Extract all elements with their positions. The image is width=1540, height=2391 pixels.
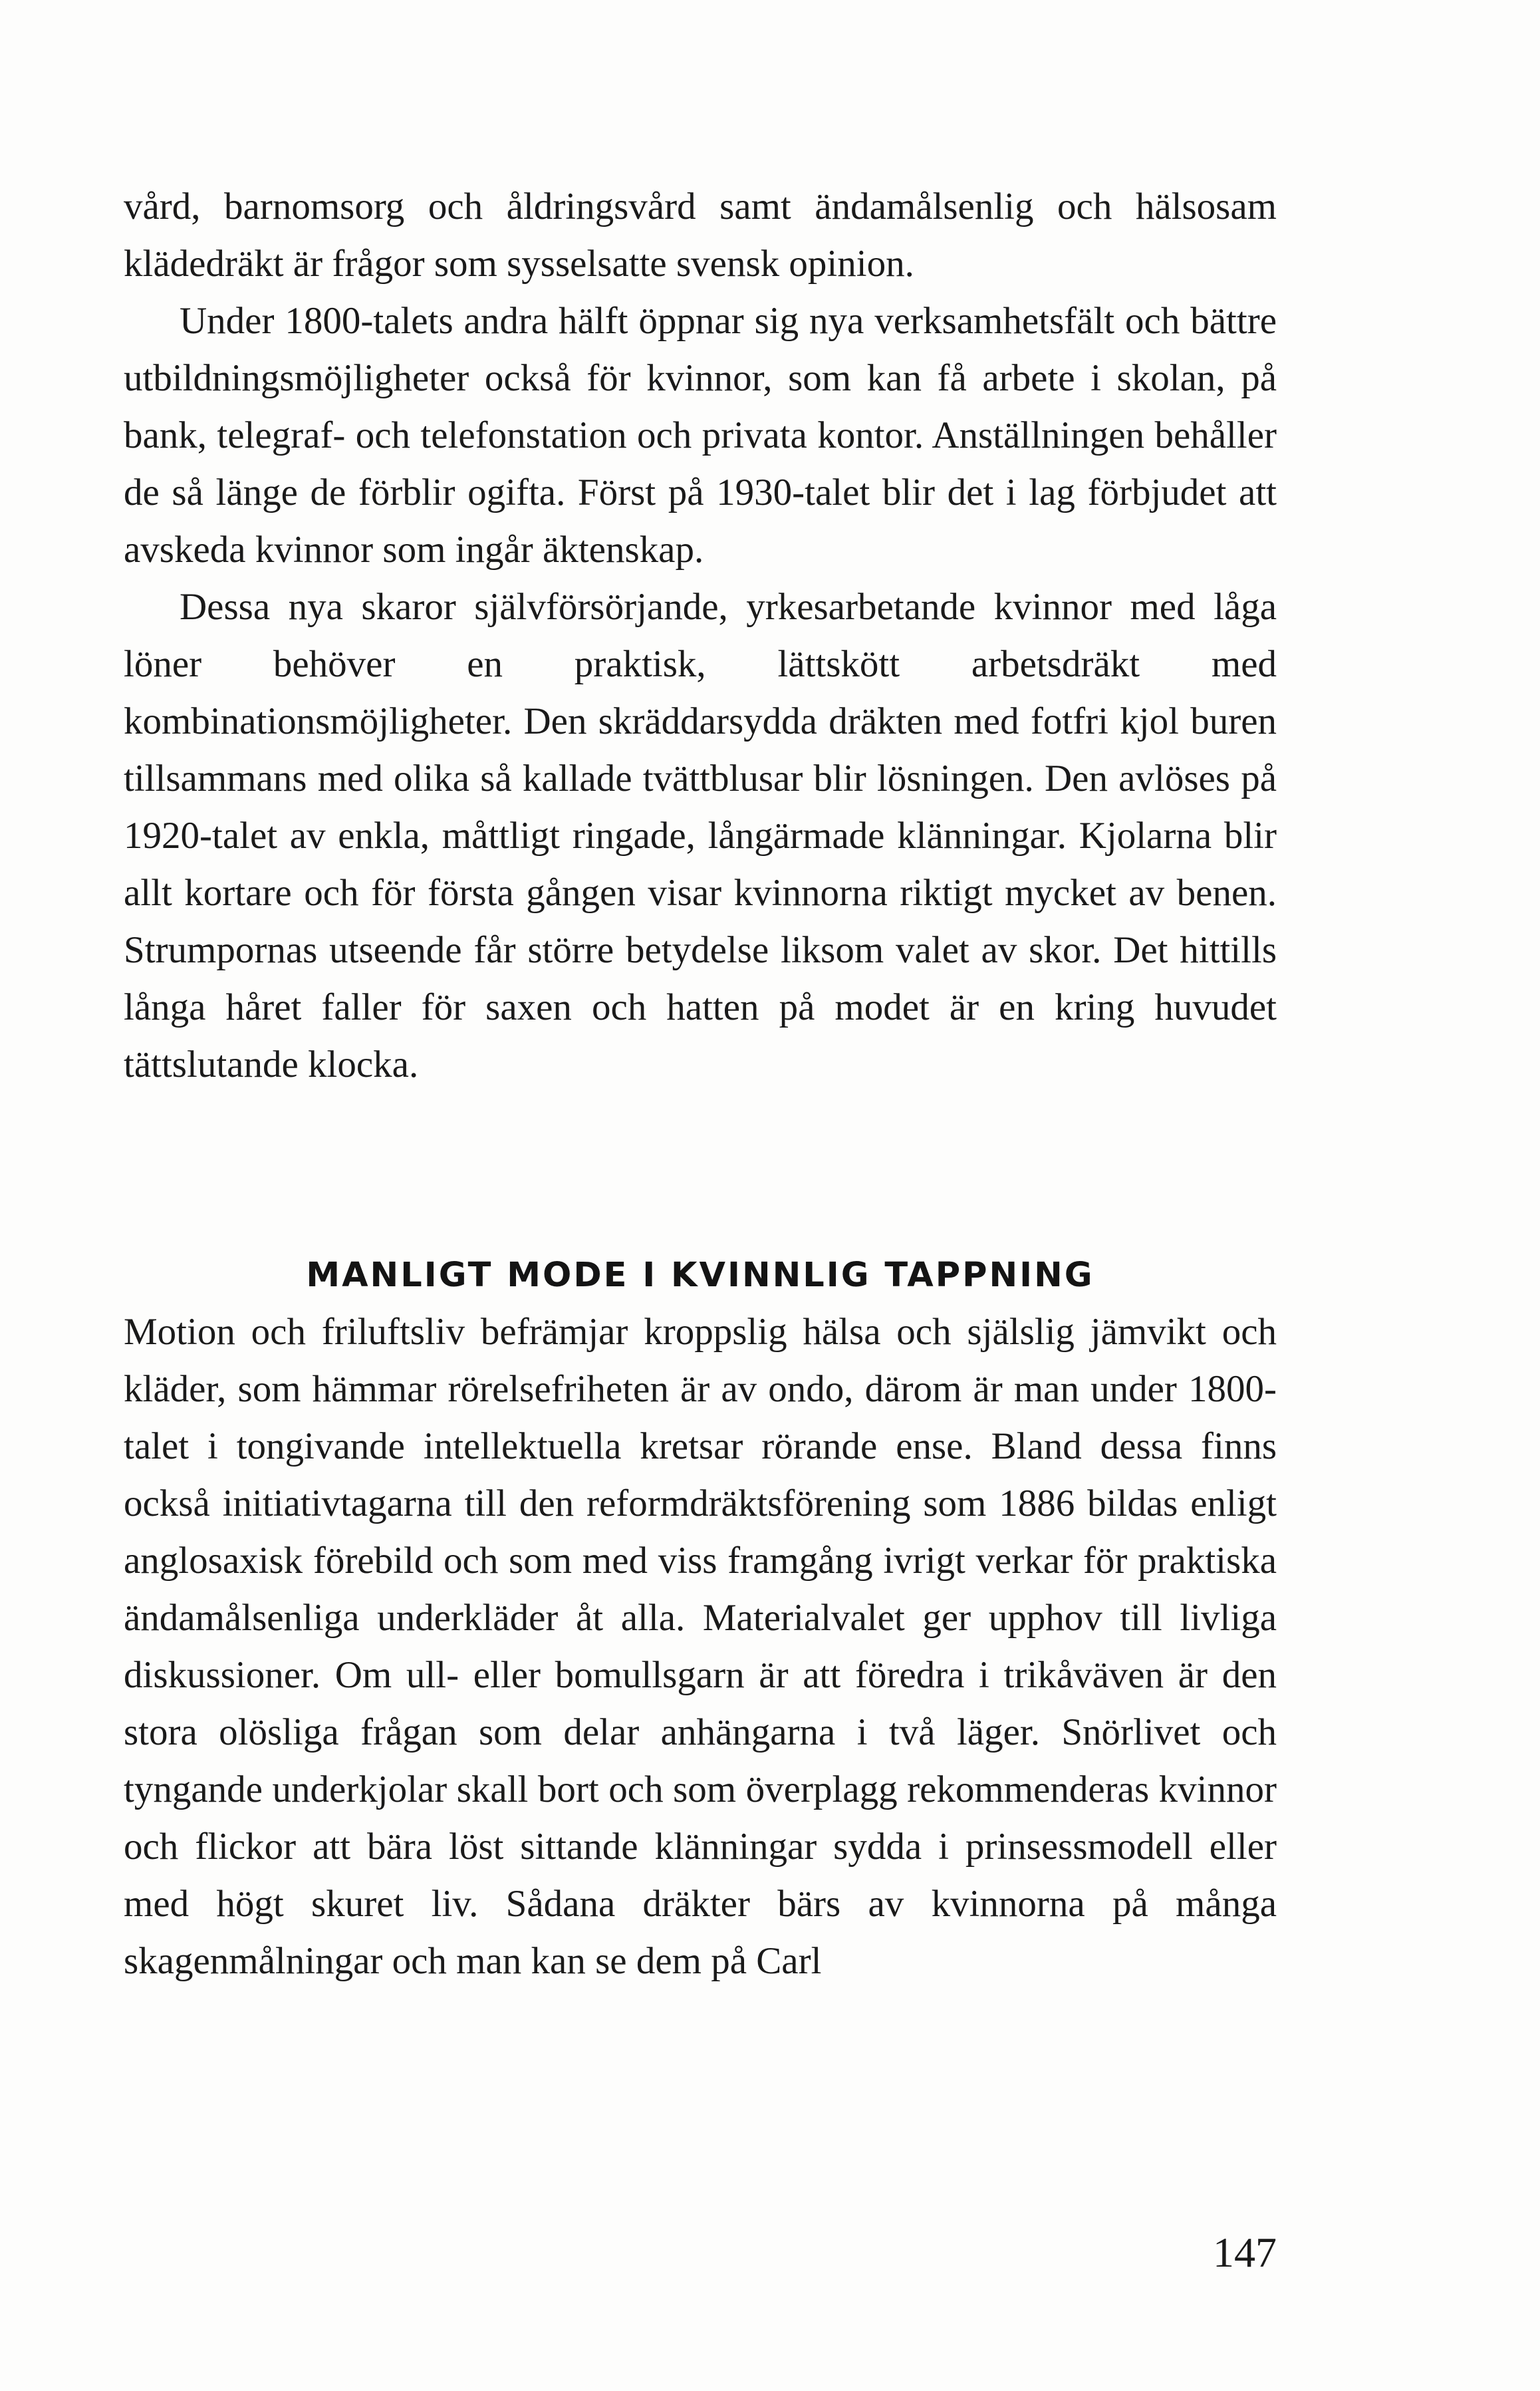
body-text-bottom [124, 1304, 1277, 1990]
section-heading: MANLIGT MODE I KVINNLIG TAPPNING [306, 1256, 1094, 1295]
body-text-top [124, 178, 1277, 1093]
paragraph: Motion och friluftsliv befrämjar kroppslig hälsa och själslig jämvikt och kläder, som hämmar rörelsefriheten är av ondo, därom är man under 1800-talet i tongivande intellektuella kretsar rörande ense. Bland dessa finns också initiativtagarna till den reformdräktsförening som 1886 bildas enligt anglosaxisk förebild och som med viss framgång ivrigt verkar för praktiska ändamålsenliga underkläder åt alla. Materialvalet ger upphov till livliga diskussioner. Om ull- eller bomullsgarn är att föredra i trikåväven är den stora olösliga frågan som delar anhängarna i två läger. Snörlivet och tyngande underkjolar skall bort och som överplagg rekommenderas kvinnor och flickor att bära löst sittande klänningar sydda i prinsessmodell eller med högt skuret liv. Sådana dräkter bärs av kvinnorna på många skagenmålningar och man kan se dem på Carl [124, 1311, 1277, 1982]
page-number: 147 [1213, 2229, 1277, 2276]
paragraph: Under 1800-talets andra hälft öppnar sig nya verksamhetsfält och bättre utbildningsmöjligheter också för kvinnor, som kan få arbete i skolan, på bank, telegraf- och telefonstation och privata kontor. Anställningen behåller de så länge de förblir ogifta. Först på 1930-talet blir det i lag förbjudet att avskeda kvinnor som ingår äktenskap. [124, 300, 1277, 571]
paragraph: Dessa nya skaror självförsörjande, yrkesarbetande kvinnor med låga löner behöver en praktisk, lättskött arbetsdräkt med kombinationsmöjligheter. Den skräddarsydda dräkten med fotfri kjol buren tillsammans med olika så kallade tvättblusar blir lösningen. Den avlöses på 1920-talet av enkla, måttligt ringade, långärmade klänningar. Kjolarna blir allt kortare och för första gången visar kvinnorna riktigt mycket av benen. Strumpornas utseende får större betydelse liksom valet av skor. Det hittills långa håret faller för saxen och hatten på modet är en kring huvudet tättslutande klocka. [124, 586, 1277, 1085]
paragraph: vård, barnomsorg och åldringsvård samt ändamålsenlig och hälsosam klädedräkt är frågor som sysselsatte svensk opinion. [124, 186, 1277, 285]
